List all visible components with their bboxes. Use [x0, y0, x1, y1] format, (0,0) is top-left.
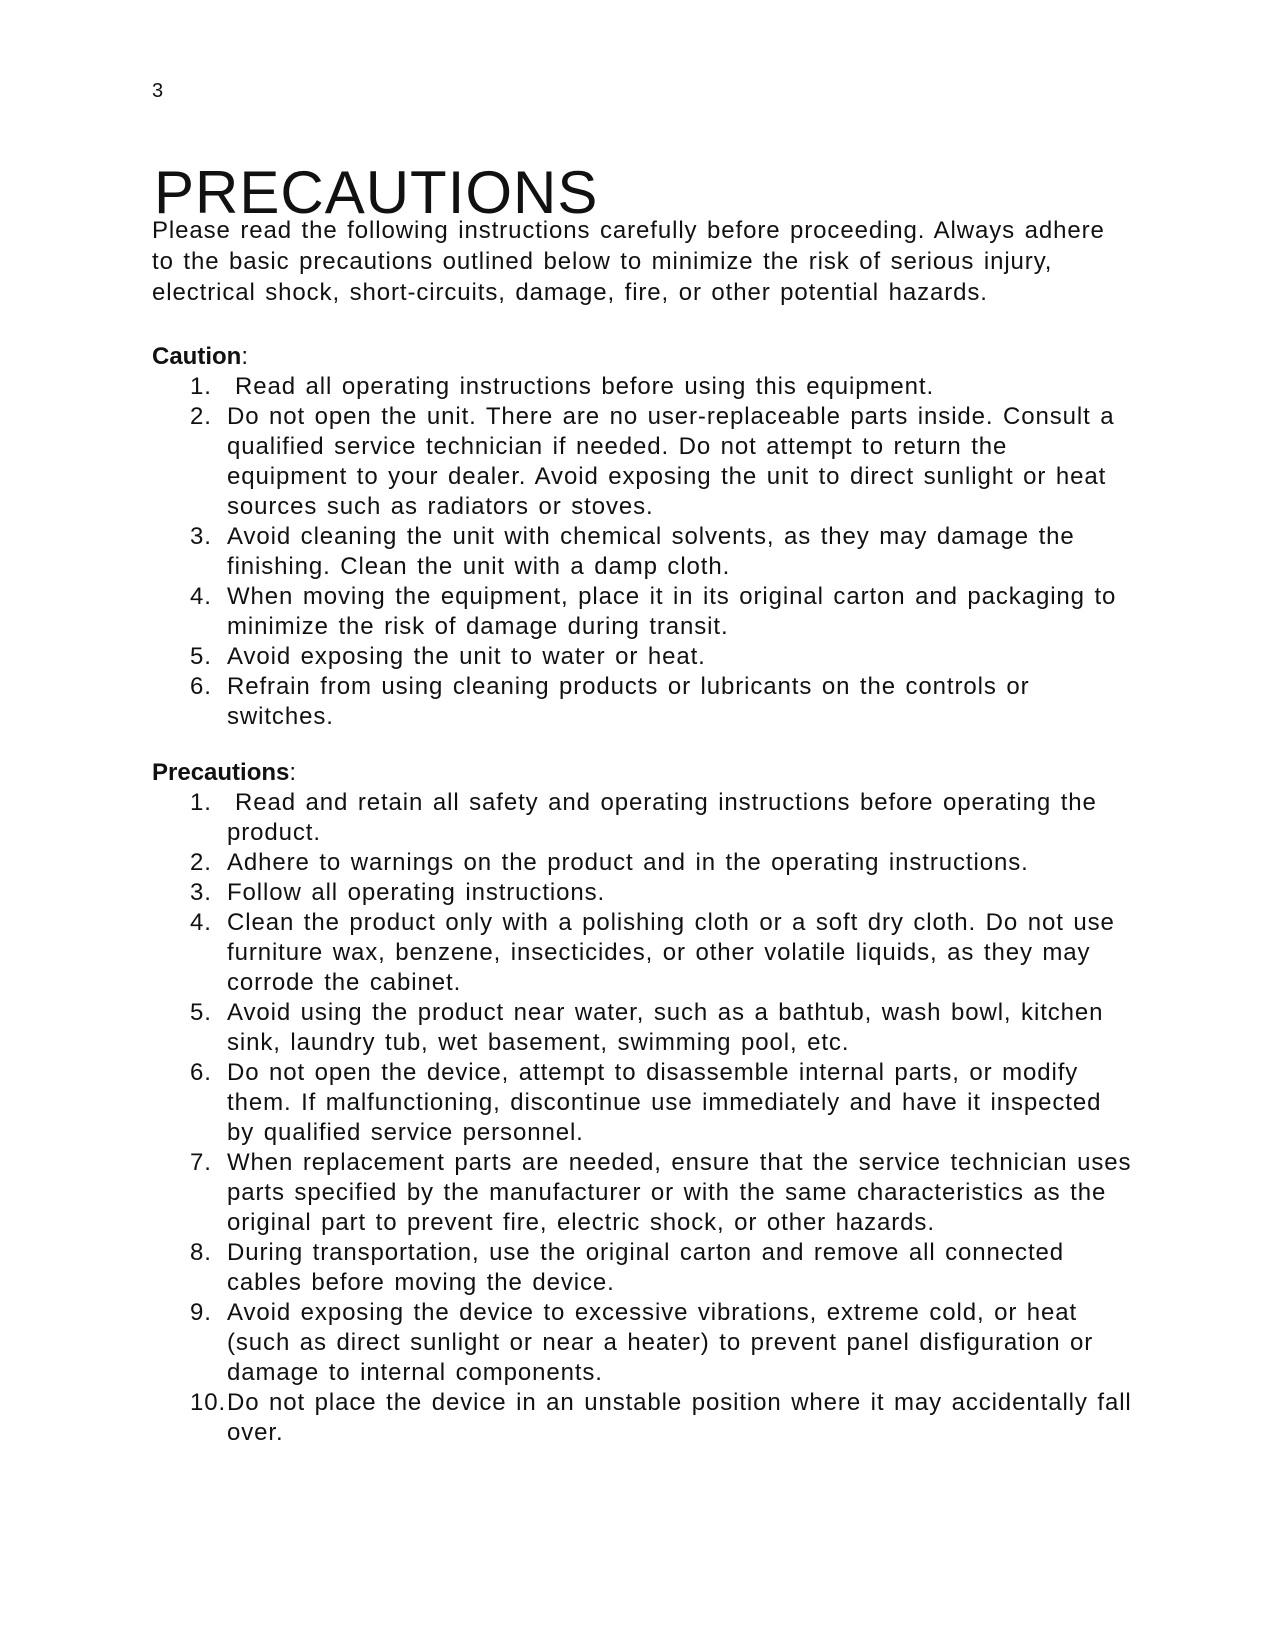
precautions-item — [152, 788, 1132, 848]
page-number: 3 — [152, 80, 164, 102]
precautions-item-text: Clean the product only with a polishing cloth or a soft dry cloth. Do not use furniture wax, benzene, insecticides, or other volatile liquids, as they may corrode the cabinet. — [227, 909, 1115, 996]
precautions-item-number: 7. — [190, 1149, 212, 1176]
caution-item — [152, 672, 1132, 732]
caution-list — [152, 372, 1132, 732]
precautions-item-text: During transportation, use the original carton and remove all connected cables before moving the device. — [227, 1239, 1065, 1296]
precautions-item-text: Avoid exposing the device to excessive vibrations, extreme cold, or heat (such as direct sunlight or near a heater) to prevent panel disfiguration or damage to internal components. — [227, 1299, 1094, 1386]
precautions-item-text: Do not open the device, attempt to disassemble internal parts, or modify them. If malfunctioning, discontinue use immediately and have it inspected by qualified service personnel. — [227, 1059, 1102, 1146]
caution-item-text: Read all operating instructions before using this equipment. — [235, 373, 935, 400]
precautions-item-number: 3. — [190, 879, 212, 906]
caution-item-number: 3. — [190, 523, 212, 550]
precautions-list — [152, 788, 1132, 1448]
precautions-item-text: Avoid using the product near water, such as a bathtub, wash bowl, kitchen sink, laundry tub, wet basement, swimming pool, etc. — [227, 999, 1104, 1056]
precautions-item-number: 2. — [190, 849, 212, 876]
precautions-item-number: 5. — [190, 999, 212, 1026]
caution-section — [152, 342, 1132, 732]
caution-heading — [152, 342, 1132, 372]
caution-item — [152, 582, 1132, 642]
caution-item-number: 2. — [190, 403, 212, 430]
precautions-item — [152, 848, 1132, 878]
precautions-item-text: When replacement parts are needed, ensure that the service technician uses parts specified by the manufacturer or with the same characteristics as the original part to prevent fire, electric shock, or other hazards. — [227, 1149, 1132, 1236]
precautions-item — [152, 1148, 1132, 1238]
precautions-heading-colon: : — [289, 759, 297, 786]
caution-heading-colon: : — [241, 343, 248, 370]
precautions-item-number: 4. — [190, 909, 212, 936]
precautions-item — [152, 1298, 1132, 1388]
precautions-heading-label: Precautions — [152, 759, 290, 786]
precautions-item-number: 8. — [190, 1239, 212, 1266]
caution-item-text: Avoid exposing the unit to water or heat. — [227, 643, 706, 670]
caution-item-text: When moving the equipment, place it in its original carton and packaging to minimize the risk of damage during transit. — [227, 583, 1117, 640]
precautions-item-number: 1. — [190, 789, 212, 816]
precautions-item — [152, 1388, 1132, 1448]
precautions-item — [152, 998, 1132, 1058]
caution-item-text: Avoid cleaning the unit with chemical solvents, as they may damage the finishing. Clean the unit with a damp cloth. — [227, 523, 1075, 580]
precautions-item — [152, 1058, 1132, 1148]
precautions-item — [152, 878, 1132, 908]
caution-item-number: 4. — [190, 583, 212, 610]
precautions-item-number: 10. — [190, 1389, 227, 1416]
caution-item — [152, 522, 1132, 582]
precautions-item-number: 9. — [190, 1299, 212, 1326]
caution-item-text: Do not open the unit. There are no user-replaceable parts inside. Consult a qualified service technician if needed. Do not attempt to return the equipment to your dealer. Avoid exposing the unit to direct sunlight or heat sources such as radiators or stoves. — [227, 403, 1115, 520]
caution-item-number: 6. — [190, 673, 212, 700]
precautions-item-text: Follow all operating instructions. — [227, 879, 606, 906]
caution-item-text: Refrain from using cleaning products or lubricants on the controls or switches. — [227, 673, 1030, 730]
precautions-heading — [152, 758, 1132, 788]
caution-item — [152, 372, 1132, 402]
intro-paragraph: Please read the following instructions carefully before proceeding. Always adhere to the basic precautions outlined below to minimize the risk of serious injury, electrical shock, short-circuits, damage, fire, or other potential hazards. — [152, 217, 1105, 306]
precautions-item-text: Adhere to warnings on the product and in the operating instructions. — [227, 849, 1029, 876]
page-title: PRECAUTIONS — [154, 159, 599, 226]
caution-heading-label: Caution — [152, 343, 242, 370]
precautions-item — [152, 1238, 1132, 1298]
caution-item-number: 1. — [190, 373, 212, 400]
precautions-item-number: 6. — [190, 1059, 212, 1086]
caution-item — [152, 402, 1132, 522]
precautions-item-text: Read and retain all safety and operating instructions before operating the product. — [227, 789, 1097, 846]
caution-item — [152, 642, 1132, 672]
precautions-section — [152, 758, 1132, 1448]
caution-item-number: 5. — [190, 643, 212, 670]
precautions-item — [152, 908, 1132, 998]
precautions-item-text: Do not place the device in an unstable position where it may accidentally fall over. — [227, 1389, 1132, 1446]
